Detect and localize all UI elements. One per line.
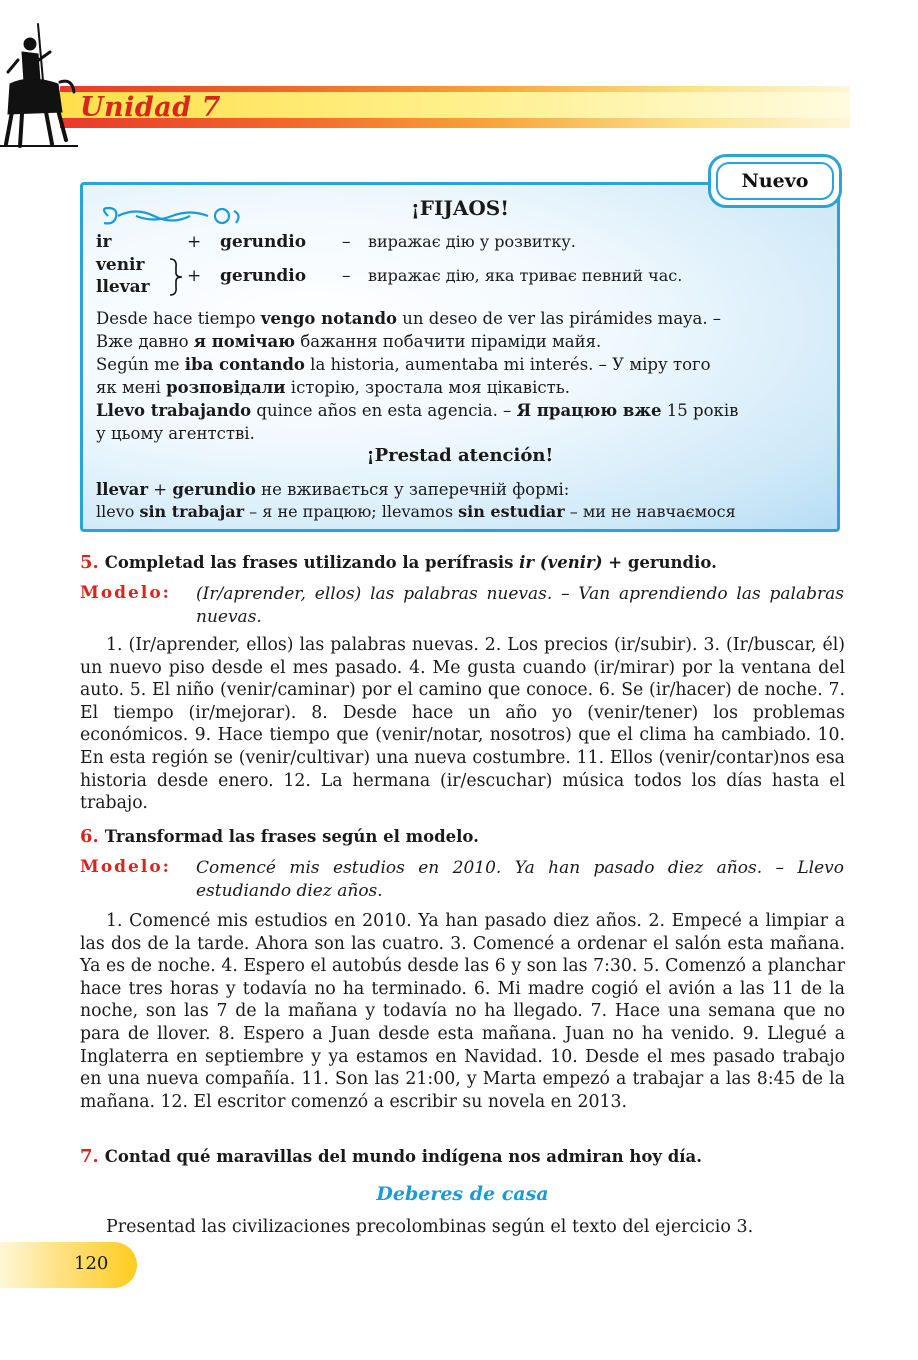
model-text-5: (Ir/aprender, ellos) las palabras nuevas. – Van aprendiendo las palabras nuevas. xyxy=(196,584,844,627)
homework-title: Deberes de casa xyxy=(376,1183,549,1205)
attention-title: ¡Prestad atención! xyxy=(366,445,554,466)
rule-plus: + xyxy=(187,232,202,252)
example-line-1: Desde hace tiempo vengo notando un deseo de ver las pirámides maya. – xyxy=(96,309,722,328)
example-line-3: Según me iba contando la historia, aumentaba mi interés. – У міру того xyxy=(96,355,711,374)
rule-form-2: gerundio xyxy=(220,266,307,286)
example-line-6: у цьому агентстві. xyxy=(96,424,255,443)
homework-text: Presentad las civilizaciones precolombinas según el texto del ejercicio 3. xyxy=(106,1217,754,1237)
rule-form: gerundio xyxy=(220,232,307,252)
example-line-5: Llevo trabajando quince años en esta agencia. – Я працюю вже 15 років xyxy=(96,401,739,420)
rule-dash: – xyxy=(342,232,351,252)
example-line-2: Вже давно я помічаю бажання побачити піраміди майя. xyxy=(96,332,602,351)
nuevo-label: Nuevo xyxy=(716,162,834,200)
unit-title: Unidad 7 xyxy=(80,92,221,123)
exercise-number: 5. xyxy=(80,552,99,573)
exercise-6-body: 1. Comencé mis estudios en 2010. Ya han pasado diez años. 2. Empecé a limpiar a las dos de la tarde. Ahora son las cuatro. 3. Comencé a ordenar el salón esta mañana. Ya es de noche. 4. Espero el autobús desde las 6 y son las 7:30. 5. Comenzó a planchar hace tres horas y todavía no ha terminado. 6. Mi madre cogió el avión a las 11 de la noche, son las 7 de la mañana y todavía no ha llegado. 7. Hace una semana que no para de llover. 8. Espero a Juan desde esta mañana. Juan no ha venido. 9. Llegué a Inglaterra en septiembre y ya estamos en Navidad. 10. Desde el mes pasado trabajo en una nueva compañía. 11. Son las 21:00, y Marta empezó a trabajar a las 8:45 de la mañana. 12. El escritor comenzó a escribir su novela en 2013. xyxy=(80,911,845,1112)
exercise-5-heading: 5. Completad las frases utilizando la perífrasis ir (venir) + gerundio. xyxy=(80,552,717,573)
fijaos-title: ¡FIJAOS! xyxy=(411,196,509,220)
rule-meaning-2: виражає дію, яка триває певний час. xyxy=(368,266,683,285)
ornament-flourish-icon xyxy=(96,203,246,229)
rule-verb: ir xyxy=(96,232,112,252)
rule-llevar: llevar xyxy=(96,277,150,297)
rule-dash-2: – xyxy=(342,266,351,286)
model-text-6: Comencé mis estudios en 2010. Ya han pasado diez años. – Llevo estudiando diez años. xyxy=(196,858,844,901)
exercise-7-heading: 7. Contad qué maravillas del mundo indígena nos admiran hoy día. xyxy=(80,1146,702,1167)
exercise-5-body: 1. (Ir/aprender, ellos) las palabras nuevas. 2. Los precios (ir/subir). 3. (Ir/buscar, él) un nuevo piso desde el mes pasado. 4. Me gusta cuando (ir/mirar) por la ventana del auto. 5. El niño (venir/caminar) por el camino que conoce. 6. Se (ir/hacer) de noche. 7. El tiempo (ir/mejorar). 8. Desde hace un año yo (venir/tener) los problemas económicos. 9. Hace tiempo que (venir/notar, nosotros) que el clima ha cambiado. 10. En esta región se (venir/cultivar) una nueva costumbre. 11. Ellos (venir/contar)nos esa historia desde enero. 12. La hermana (ir/escuchar) música todos los días hasta el trabajo. xyxy=(80,635,845,814)
rule-meaning: виражає дію у розвитку. xyxy=(368,232,576,251)
don-quixote-logo-icon xyxy=(0,22,78,152)
rule-venir: venir xyxy=(96,255,145,275)
attention-line-2: llevo sin trabajar – я не працюю; llevamos sin estudiar – ми не навчаємося xyxy=(96,502,736,521)
attention-line-1: llevar + gerundio не вживається у заперечній формі: xyxy=(96,480,570,499)
brace-icon xyxy=(168,257,184,297)
example-line-4: як мені розповідали історію, зростала моя цікавість. xyxy=(96,378,570,397)
model-label-5: Modelo: xyxy=(80,583,171,603)
rule-plus-2: + xyxy=(187,266,202,286)
page-number: 120 xyxy=(74,1253,109,1274)
model-label-6: Modelo: xyxy=(80,857,171,877)
exercise-6-heading: 6. Transformad las frases según el modelo. xyxy=(80,826,479,847)
page-number-badge xyxy=(0,1242,137,1288)
rule-ir xyxy=(96,232,111,252)
nuevo-tag xyxy=(708,154,842,208)
